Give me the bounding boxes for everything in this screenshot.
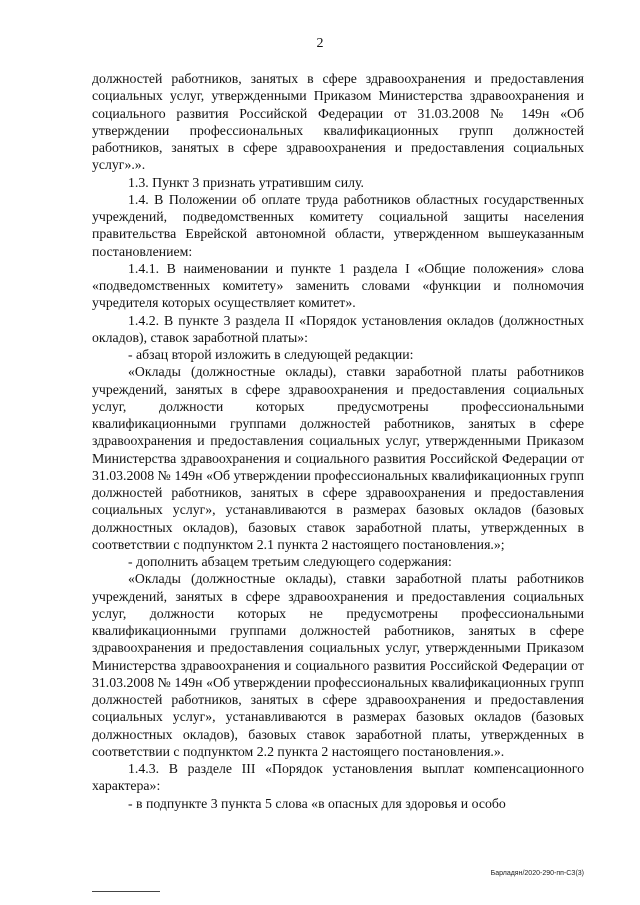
document-body	[92, 70, 584, 812]
paragraph-1-4-2: 1.4.2. В пункте 3 раздела II «Порядок установления окладов (должностных окладов), ставок заработной платы»:	[92, 312, 584, 345]
paragraph-1-4: 1.4. В Положении об оплате труда работников областных государственных учреждений, подведомственных комитету социальной защиты населения правительства Еврейской автономной области, утвержденном вышеуказанным постановлением:	[92, 191, 584, 259]
document-registration-code: Барладян/2020-290-пп-СЗ(3)	[490, 870, 584, 877]
paragraph-quote-2: «Оклады (должностные оклады), ставки заработной платы работников учреждений, занятых в сфере здравоохранения и предоставления социальных услуг, должности которых не предусмотрены профессиональными квалификационными группами должностей работников, занятых в сфере здравоохранения и предоставления социальных услуг, утвержденными Приказом Министерства здравоохранения и социального развития Российской Федерации от 31.03.2008 № 149н «Об утверждении профессиональных квалификационных групп должностей работников, занятых в сфере здравоохранения и предоставления социальных услуг», устанавливаются в размерах базовых окладов (базовых должностных окладов), базовых ставок заработной платы, утвержденных в соответствии с подпунктом 2.2 пункта 2 настоящего постановления.».	[92, 571, 584, 759]
page-number: 2	[316, 36, 324, 51]
paragraph-1-3: 1.3. Пункт 3 признать утратившим силу.	[128, 174, 365, 190]
paragraph-abzac-tretiy: - дополнить абзацем третьим следующего содержания:	[128, 554, 452, 569]
paragraph-1-4-1: 1.4.1. В наименовании и пункте 1 раздела I «Общие положения» слова «подведомственных комитету» заменить словами «функции и полномочия учредителя которых осуществляет комитет».	[92, 260, 584, 311]
paragraph-podpunkt-3: - в подпункте 3 пункта 5 слова «в опасных для здоровья и особо	[128, 795, 506, 811]
paragraph-quote-1: «Оклады (должностные оклады), ставки заработной платы работников учреждений, занятых в сфере здравоохранения и предоставления социальных услуг, должности которых предусмотрены профессиональными квалификационными группами должностей работников, занятых в сфере здравоохранения и предоставления социальных услуг, утвержденными Приказом Министерства здравоохранения и социального развития Российской Федерации от 31.03.2008 № 149н «Об утверждении профессиональных квалификационных групп должностей работников, занятых в сфере здравоохранения и предоставления социальных услуг», устанавливаются в размерах базовых окладов (базовых должностных окладов), базовых ставок заработной платы, утвержденных в соответствии с подпунктом 2.1 пункта 2 настоящего постановления.»;	[92, 364, 584, 552]
paragraph-continuation: должностей работников, занятых в сфере здравоохранения и предоставления социальных услуг, утвержденными Приказом Министерства здравоохранения и социального развития Российской Федерации от 31.03.2008 № 149н «Об утверждении профессиональных квалификационных групп должностей работников, занятых в сфере здравоохранения и предоставления социальных услуг».».	[92, 71, 584, 173]
paragraph-1-4-3: 1.4.3. В разделе III «Порядок установления выплат компенсационного характера»:	[92, 761, 584, 794]
footer-divider	[92, 891, 160, 892]
paragraph-abzac-vtoroy: - абзац второй изложить в следующей редакции:	[128, 347, 414, 362]
